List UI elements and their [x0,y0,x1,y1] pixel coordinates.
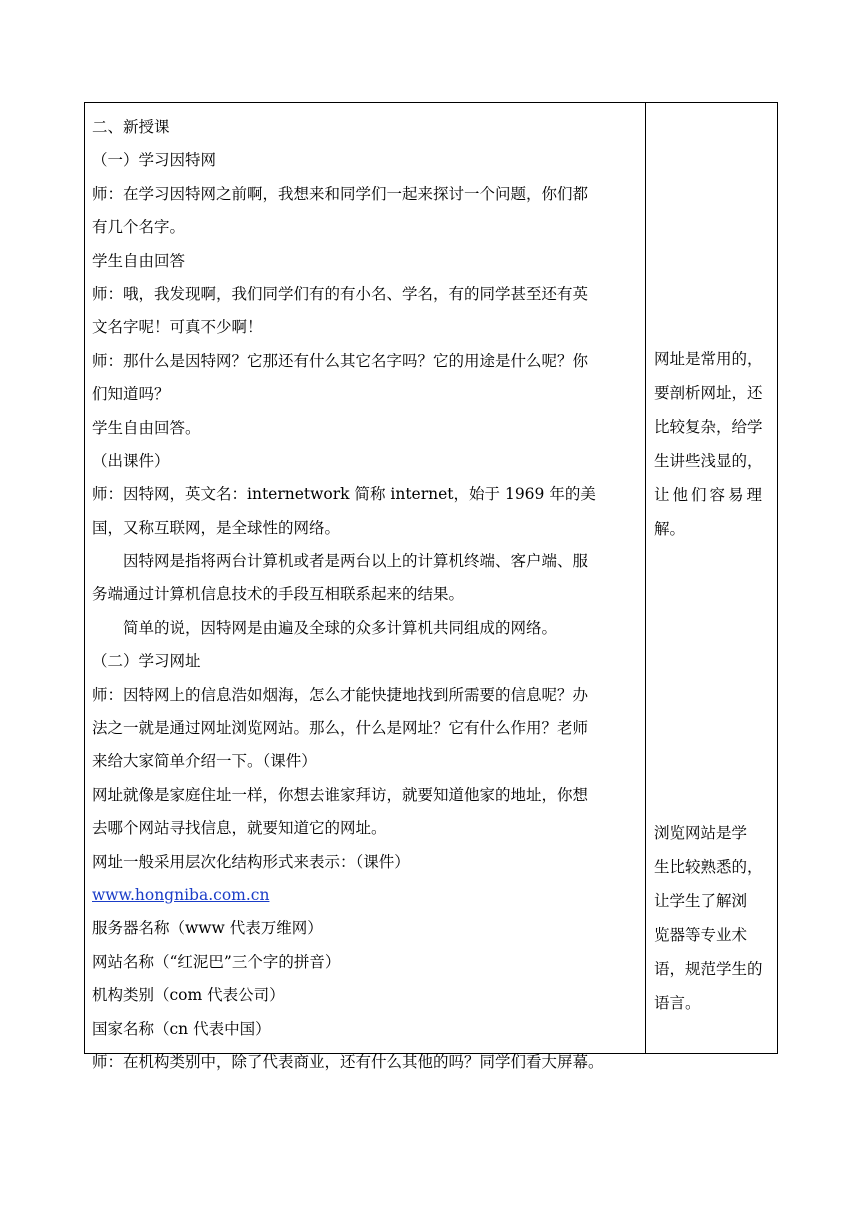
text-line: 机构类别（com 代表公司） [92,986,285,1005]
text-line: 务端通过计算机信息技术的手段互相联系起来的结果。 [92,585,465,604]
text-line: 师：那什么是因特网？它那还有什么其它名字吗？它的用途是什么呢？你 [92,351,589,370]
text-line: 师：因特网，英文名：internetwork 简称 internet，始于 1969 年的美 [92,485,596,504]
text-line: 简单的说，因特网是由遍及全球的众多计算机共同组成的网络。 [123,618,558,637]
text-line: 法之一就是通过网址浏览网站。那么，什么是网址？它有什么作用？老师 [92,719,589,738]
note-line: 让他们容易理 [654,486,766,504]
text-line: 学生自由回答。 [92,418,201,437]
side-note-2 [654,816,776,1020]
text-line: 师：哦，我发现啊，我们同学们有的有小名、学名，有的同学甚至还有英 [92,284,589,303]
note-line: 要剖析网址，还 [654,384,763,402]
note-line: 比较复杂，给学 [654,418,763,436]
text-line: 国家名称（cn 代表中国） [92,1019,271,1038]
text-line: 去哪个网站寻找信息，就要知道它的网址。 [92,819,387,838]
text-line: 学生自由回答 [92,251,186,270]
side-note-1 [654,342,776,546]
note-line: 览器等专业术 [654,926,748,944]
text-line: 因特网是指将两台计算机或者是两台以上的计算机终端、客户端、服 [123,552,589,571]
text-line: 师：在机构类别中，除了代表商业，还有什么其他的吗？同学们看大屏幕。 [92,1052,604,1071]
lesson-table [84,102,778,1071]
section-heading: 二、新授课 [92,118,170,136]
note-line: 解。 [654,520,686,538]
text-line: 服务器名称（www 代表万维网） [92,919,323,938]
text-line: 文名字呢！可真不少啊！ [92,318,263,337]
text-line: 网址一般采用层次化结构形式来表示：（课件） [92,852,410,871]
subsection-heading: （一）学习因特网 [92,151,217,170]
text-line: （出课件） [92,451,170,470]
note-line: 语言。 [654,994,701,1012]
notes-cell [646,103,777,1053]
note-line: 浏览网站是学 [654,824,748,842]
text-line: 国，又称互联网，是全球性的网络。 [92,518,341,537]
url-link[interactable]: www.hongniba.com.cn [92,885,270,904]
text-line: 师：在学习因特网之前啊，我想来和同学们一起来探讨一个问题，你们都 [92,184,589,203]
lesson-content-cell [85,103,646,1071]
note-line: 生比较熟悉的， [654,858,763,876]
subsection-heading: （二）学习网址 [92,652,201,671]
note-line: 语，规范学生的 [654,960,763,978]
text-line: 网址就像是家庭住址一样，你想去谁家拜访，就要知道他家的地址，你想 [92,785,589,804]
text-line: 来给大家简单介绍一下。（课件） [92,752,317,771]
note-line: 让学生了解浏 [654,892,748,910]
text-line: 师：因特网上的信息浩如烟海，怎么才能快捷地找到所需要的信息呢？办 [92,685,589,704]
text-line: 们知道吗？ [92,385,170,404]
note-line: 网址是常用的， [654,350,763,368]
text-line: 有几个名字。 [92,218,186,237]
note-line: 生讲些浅显的， [654,452,763,470]
text-line: 网站名称（“红泥巴”三个字的拼音） [92,952,341,971]
